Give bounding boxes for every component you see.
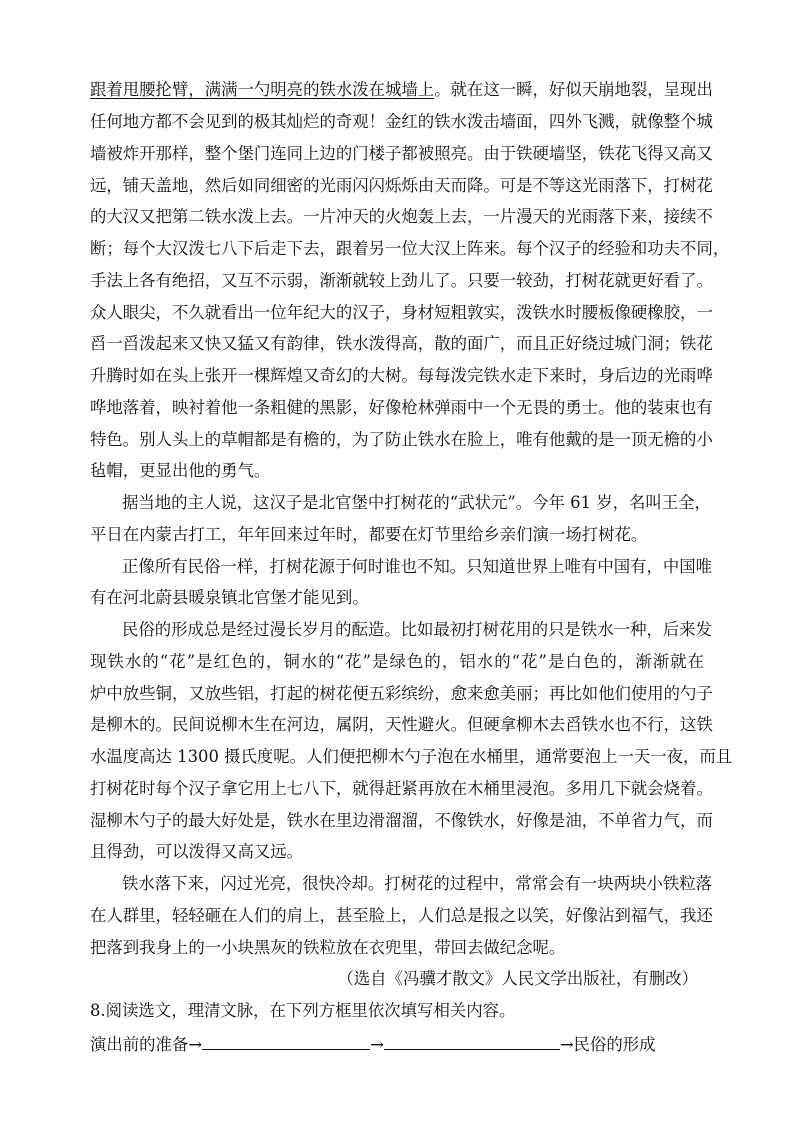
p3-line-2: 有在河北蔚县暖泉镇北官堡才能见到。	[90, 588, 369, 607]
flow-diagram	[90, 1033, 656, 1055]
p1-line-7: 手法上各有绝招，又互不示弱，渐渐就较上劲儿了。只要一较劲，打树花就更好看了。	[90, 271, 713, 290]
flow-arrow: →	[370, 1035, 384, 1054]
p1-line-8: 众人眼尖，不久就看出一位年纪大的汉子，身材短粗敦实，泼铁水时腰板像硬橡胶，一	[90, 303, 713, 322]
p4-line-2: 现铁水的“花”是红色的，铜水的“花”是绿色的，铝水的“花”是白色的，渐渐就在	[90, 652, 704, 671]
p5-line-2: 在人群里，轻轻砸在人们的肩上，甚至脸上，人们总是报之以笑，好像沾到福气，我还	[90, 906, 713, 925]
source-citation: （选自《冯骥才散文》人民文学出版社，有删改）	[337, 969, 698, 988]
p4-line-7: 湿柳木勺子的最大好处是，铁水在里边滑溜溜，不像铁水，好像是油，不单省力气，而	[90, 811, 713, 830]
p4-line-3: 炉中放些铜，又放些铝，打起的树花便五彩缤纷，愈来愈美丽；再比如他们使用的勺子	[90, 684, 713, 703]
p5-line-1: 铁水落下来，闪过光亮，很快冷却。打树花的过程中，常常会有一块两块小铁粒落	[122, 874, 713, 893]
underlined-sentence: 跟着甩腰抡臂，满满一勺明亮的铁水泼在城墙上	[90, 80, 435, 99]
p4-line-1: 民俗的形成总是经过漫长岁月的酝造。比如最初打树花用的只是铁水一种，后来发	[122, 620, 713, 639]
p1-line-12: 特色。别人头上的草帽都是有檐的，为了防止铁水在脸上，唯有他戴的是一顶无檐的小	[90, 430, 713, 449]
p1-line-2: 任何地方都不会见到的极其灿烂的奇观！金红的铁水泼击墙面，四外飞溅，就像整个城	[90, 112, 713, 131]
p1-line-5: 的大汉又把第二铁水泼上去。一片冲天的火炮轰上去，一片漫天的光雨落下来，接续不	[90, 207, 713, 226]
p4-line-6: 打树花时每个汉子拿它用上七八下，就得赶紧再放在木桶里浸泡。多用几下就会烧着。	[90, 779, 713, 798]
answer-blank-1[interactable]	[202, 1033, 370, 1050]
p1-line-13: 毡帽，更显出他的勇气。	[90, 461, 271, 480]
answer-blank-2[interactable]	[384, 1033, 560, 1050]
p4-line-8: 且得劲，可以泼得又高又远。	[90, 842, 304, 861]
p1-line-9: 舀一舀泼起来又快又猛又有韵律，铁水泼得高，散的面广，而且正好绕过城门洞；铁花	[90, 334, 713, 353]
p2-line-1: 据当地的主人说，这汉子是北官堡中打树花的“武状元”。今年 61 岁，名叫王全，	[122, 493, 711, 512]
p1-line-3: 墙被炸开那样，整个堡门连同上边的门楼子都被照亮。由于铁硬墙坚，铁花飞得又高又	[90, 144, 713, 163]
p1-line-10: 升腾时如在头上张开一棵辉煌又奇幻的大树。每每泼完铁水走下来时，身后边的光雨哗	[90, 366, 713, 385]
p5-line-3: 把落到我身上的一小块黑灰的铁粒放在衣兜里，带回去做纪念呢。	[90, 938, 566, 957]
p1-line-1: 跟着甩腰抡臂，满满一勺明亮的铁水泼在城墙上。就在这一瞬，好似天崩地裂，呈现出	[90, 80, 713, 99]
p2-line-2: 平日在内蒙古打工，年年回来过年时，都要在灯节里给乡亲们演一场打树花。	[90, 525, 648, 544]
question-prompt: 8.阅读选文，理清文脉，在下列方框里依次填写相关内容。	[90, 1001, 516, 1020]
p1-line-4: 远，铺天盖地，然后如同细密的光雨闪闪烁烁由天而降。可是不等这光雨落下，打树花	[90, 176, 713, 195]
p1-line-11: 哗地落着，映衬着他一条粗健的黑影，好像枪林弹雨中一个无畏的勇士。他的装束也有	[90, 398, 713, 417]
p4-line-4: 是柳木的。民间说柳木生在河边，属阴，天性避火。但硬拿柳木去舀铁水也不行，这铁	[90, 715, 713, 734]
p4-line-5: 水温度高达 1300 摄氏度呢。人们便把柳木勺子泡在水桶里，通常要泡上一天一夜，而且	[90, 747, 733, 766]
flow-start-label: 演出前的准备→	[90, 1035, 203, 1054]
p3-line-1: 正像所有民俗一样，打树花源于何时谁也不知。只知道世界上唯有中国有，中国唯	[122, 557, 713, 576]
p1-line-6: 断；每个大汉泼七八下后走下去，跟着另一位大汉上阵来。每个汉子的经验和功夫不同，	[90, 239, 730, 258]
flow-end-label: →民俗的形成	[559, 1035, 656, 1054]
